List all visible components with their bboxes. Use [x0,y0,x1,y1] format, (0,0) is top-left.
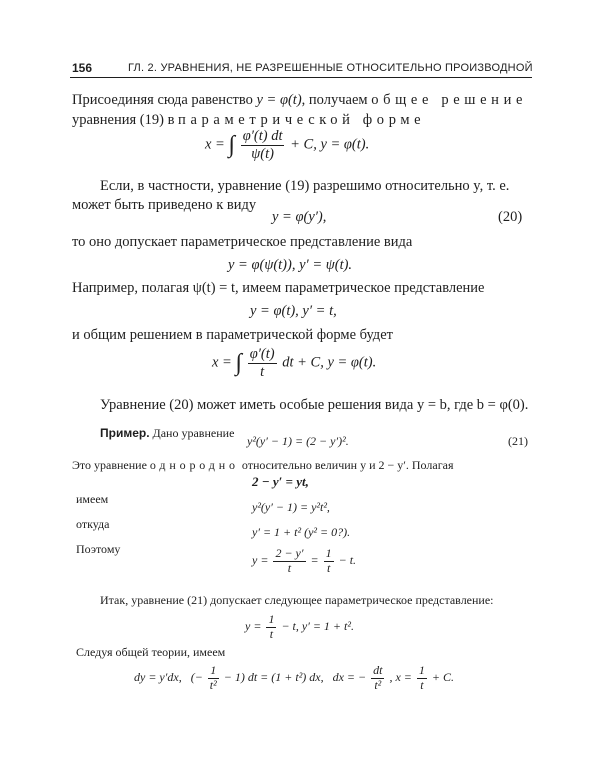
eq-part: + C. [431,670,455,685]
eq-part: y = [252,553,269,568]
numerator: 1 [268,612,275,626]
paragraph-6: Уравнение (20) может иметь особые решения вида y = b, где b = φ(0). [100,397,529,413]
eq-part: − t. [338,553,357,568]
fraction [241,128,285,162]
denominator: t² [374,677,382,692]
word-poetomu: Поэтому [76,542,121,556]
equation-x-integral-1 [205,128,369,162]
equation-param-1: y = φ(ψ(t)), y′ = ψ(t). [228,257,353,273]
paragraph-4: Например, полагая ψ(t) = t, имеем параметрическое представление [72,280,485,296]
numerator: 1 [325,546,332,560]
equation-poetomu [252,547,356,576]
fraction [324,547,334,576]
fraction [371,664,384,693]
denominator: ψ(t) [251,145,274,162]
emphasis-text: общее решение [371,92,528,108]
equation-21: y²(y′ − 1) = (2 − y′)². [247,434,349,448]
eq-part: − 1) dt = (1 + t²) dx, [223,670,324,685]
equation-itak [245,613,354,642]
emphasis-text: однородно [149,458,239,472]
emphasis-text: параметрической форме [178,112,426,128]
text-span: уравнения (19) в [72,112,175,128]
text-span: Дано уравнение [149,426,235,440]
paragraph-2-line-2: может быть приведено к виду [72,197,257,213]
fraction [248,346,277,380]
equation-last [134,664,454,693]
fraction [208,664,219,693]
paragraph-3: то оно допускает параметрическое представление вида [72,234,413,250]
denominator: t² [209,677,217,692]
eq-part: x = [212,354,232,371]
paragraph-2-line-1: Если, в частности, уравнение (19) разрешимо относительно y, т. е. [100,178,510,194]
example-label: Пример. [100,426,150,440]
fraction [266,613,276,642]
denominator: t [326,560,331,575]
paragraph-1-line-2 [72,112,425,129]
numerator: φ′(t) dt [242,128,283,144]
denominator: t [420,677,424,692]
integral-sign: ∫ [235,350,243,377]
text-span: Присоединяя сюда равенство [72,92,257,108]
equation-20-label: (20) [498,209,523,225]
eq-part: = [310,553,319,568]
numerator: 2 − y′ [275,546,304,560]
denominator: t [260,363,265,380]
denominator: t [287,560,292,575]
equation-otkuda: y′ = 1 + t² (y² = 0?). [252,525,351,539]
paragraph-1-line-1 [72,92,527,109]
word-imeem: имеем [76,492,109,506]
eq-part: dy = y′dx, [134,670,182,685]
eq-part: dt + C, y = φ(t). [282,354,377,371]
equation-x-integral-2 [212,346,376,380]
equation-substitution: 2 − y′ = yt, [252,474,309,489]
eq-part: − t, y′ = 1 + t². [281,619,354,634]
eq-part: + C, y = φ(t). [290,136,370,153]
numerator: 1 [418,663,425,677]
fraction [417,664,427,693]
equation-21-label: (21) [508,434,528,448]
eq-part: , x = [389,670,412,685]
eq-part: (− [190,670,203,685]
numerator: dt [373,663,383,677]
paragraph-5: и общим решением в параметрической форме будет [72,327,393,343]
text-span: Это уравнение [72,458,147,472]
numerator: 1 [208,664,219,679]
equation-imeem: y²(y′ − 1) = y²t², [252,500,330,514]
word-otkuda: откуда [76,517,110,531]
equation-20: y = φ(y′), [272,209,327,225]
eq-part: x = [205,136,225,153]
text-span: относительно величин y и 2 − y′. Полагая [241,458,454,472]
eq-part: y = [245,619,262,634]
equation-param-2: y = φ(t), y′ = t, [250,303,337,319]
eq-part: dx = − [332,670,367,685]
inline-formula: y = φ(t) [256,92,302,108]
header-rule [70,77,532,78]
denominator: t [269,626,274,641]
running-title: ГЛ. 2. УРАВНЕНИЯ, НЕ РАЗРЕШЕННЫЕ ОТНОСИТЕЛЬНО ПРОИЗВОДНОЙ [128,62,533,74]
numerator: φ′(t) [249,346,275,362]
integral-sign: ∫ [228,132,236,159]
example-intro [100,426,234,441]
homogeneous-line [72,458,453,473]
fraction [273,547,305,576]
itak-line: Итак, уравнение (21) допускает следующее параметрическое представление: [100,593,494,607]
sleduya-line: Следуя общей теории, имеем [76,645,226,659]
text-span: , получаем [301,92,368,108]
page-number: 156 [72,61,93,75]
